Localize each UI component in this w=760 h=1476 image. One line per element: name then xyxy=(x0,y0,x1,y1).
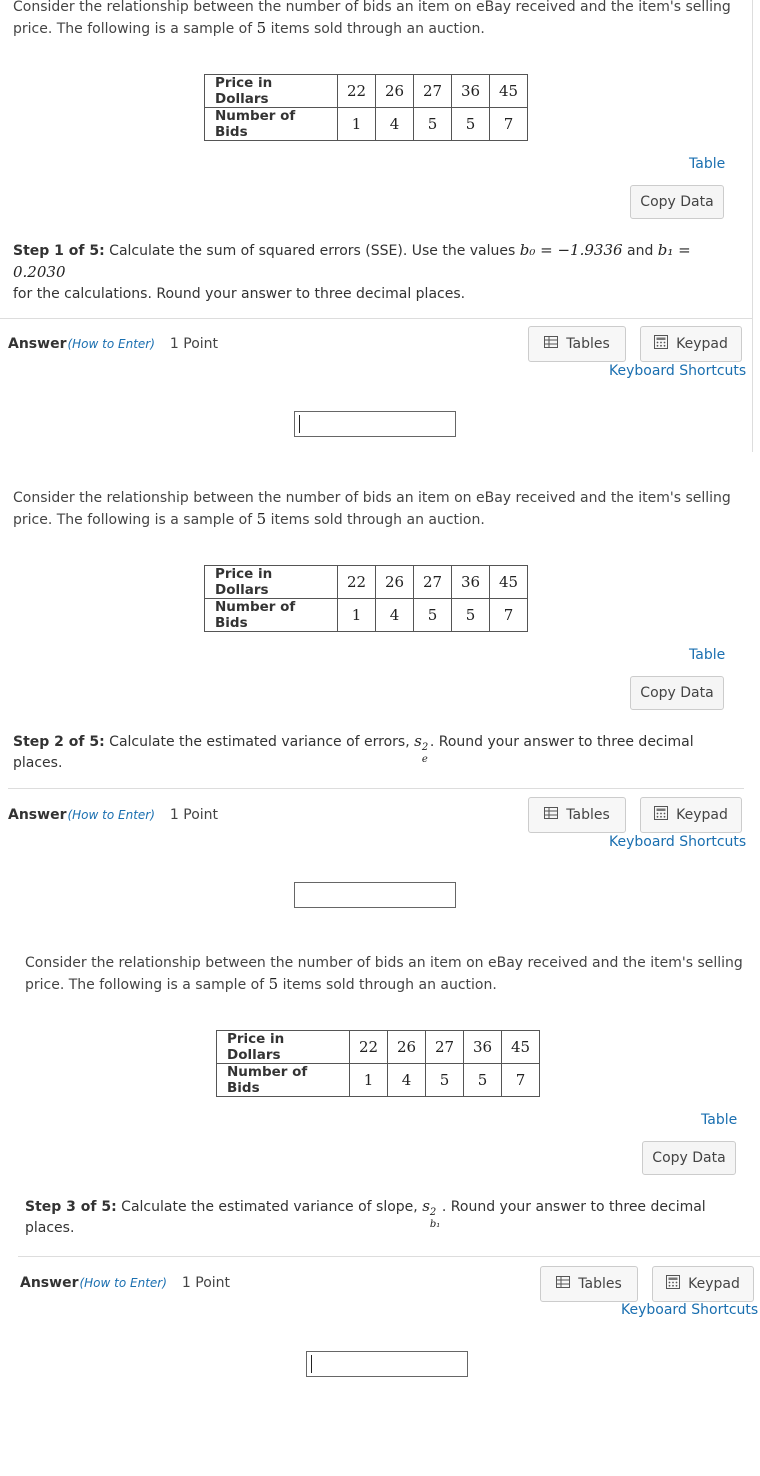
divider xyxy=(0,318,752,319)
step-3-prompt: Step 3 of 5: Calculate the estimated variance of slope, s 2 b₁ . Round your answer to three decimal places. xyxy=(25,1197,706,1236)
bids-cell: 7 xyxy=(490,599,528,632)
bids-cell: 5 xyxy=(452,108,490,141)
price-cell: 26 xyxy=(376,566,414,599)
price-cell: 36 xyxy=(452,566,490,599)
answer-header xyxy=(8,807,218,823)
answer-input[interactable] xyxy=(294,882,456,908)
tables-button[interactable] xyxy=(528,797,626,833)
keypad-label: Keypad xyxy=(676,336,728,352)
price-cell: 26 xyxy=(376,75,414,108)
price-cell: 45 xyxy=(490,566,528,599)
step-1-prompt: Step 1 of 5: Calculate the sum of squared errors (SSE). Use the values b₀ = −1.9336 and b₁ = 0.2030 for the calculations. Round your answer to three decimal places. xyxy=(13,241,691,302)
price-cell: 27 xyxy=(426,1031,464,1064)
price-cell: 45 xyxy=(502,1031,540,1064)
answer-label: Answer xyxy=(20,1275,79,1291)
table-icon xyxy=(556,1276,570,1292)
keypad-button[interactable] xyxy=(652,1266,754,1302)
tables-label: Tables xyxy=(566,336,610,352)
keypad-button[interactable] xyxy=(640,326,742,362)
table-link[interactable]: Table xyxy=(689,647,726,663)
keypad-label: Keypad xyxy=(676,807,728,823)
bids-cell: 4 xyxy=(376,108,414,141)
keyboard-shortcuts-link[interactable]: Keyboard Shortcuts xyxy=(621,1302,759,1318)
price-cell: 27 xyxy=(414,566,452,599)
points-label: 1 Point xyxy=(169,336,219,352)
problem-intro: Consider the relationship between the number of bids an item on eBay received and the item's selling price. The following is a sample of 5 items sold through an auction. xyxy=(25,955,743,993)
keypad-label: Keypad xyxy=(688,1276,740,1292)
text-caret xyxy=(311,1355,312,1373)
keypad-icon xyxy=(654,335,668,353)
bids-cell: 5 xyxy=(464,1064,502,1097)
bids-cell: 5 xyxy=(414,599,452,632)
table-link[interactable]: Table xyxy=(689,156,726,172)
bids-cell: 7 xyxy=(490,108,528,141)
tables-label: Tables xyxy=(566,807,610,823)
copy-data-button[interactable]: Copy Data xyxy=(642,1141,736,1175)
bids-cell: 1 xyxy=(338,108,376,141)
text-caret xyxy=(299,415,300,433)
table-link[interactable]: Table xyxy=(701,1112,738,1128)
points-label: 1 Point xyxy=(181,1275,231,1291)
how-to-enter-link[interactable]: (How to Enter) xyxy=(67,337,155,351)
price-cell: 27 xyxy=(414,75,452,108)
bids-cell: 5 xyxy=(414,108,452,141)
how-to-enter-link[interactable]: (How to Enter) xyxy=(67,808,155,822)
table-icon xyxy=(544,807,558,823)
row-label-price: Price in Dollars xyxy=(205,566,338,599)
keypad-icon xyxy=(654,806,668,824)
bids-cell: 1 xyxy=(350,1064,388,1097)
keypad-button[interactable] xyxy=(640,797,742,833)
bids-cell: 1 xyxy=(338,599,376,632)
price-cell: 22 xyxy=(338,75,376,108)
row-label-price: Price in Dollars xyxy=(205,75,338,108)
price-cell: 36 xyxy=(452,75,490,108)
tables-button[interactable] xyxy=(528,326,626,362)
divider xyxy=(8,788,744,789)
keyboard-shortcuts-link[interactable]: Keyboard Shortcuts xyxy=(609,834,747,850)
keypad-icon xyxy=(666,1275,680,1293)
answer-header xyxy=(8,336,218,352)
copy-data-button[interactable]: Copy Data xyxy=(630,185,724,219)
row-label-bids: Number of Bids xyxy=(205,599,338,632)
divider xyxy=(18,1256,760,1257)
answer-input[interactable] xyxy=(306,1351,468,1377)
bids-cell: 4 xyxy=(376,599,414,632)
row-label-bids: Number of Bids xyxy=(217,1064,350,1097)
bids-cell: 5 xyxy=(452,599,490,632)
bids-cell: 5 xyxy=(426,1064,464,1097)
data-table xyxy=(204,74,528,141)
row-label-price: Price in Dollars xyxy=(217,1031,350,1064)
bids-cell: 7 xyxy=(502,1064,540,1097)
price-cell: 22 xyxy=(350,1031,388,1064)
data-table xyxy=(204,565,528,632)
answer-label: Answer xyxy=(8,336,67,352)
tables-button[interactable] xyxy=(540,1266,638,1302)
bids-cell: 4 xyxy=(388,1064,426,1097)
price-cell: 45 xyxy=(490,75,528,108)
keyboard-shortcuts-link[interactable]: Keyboard Shortcuts xyxy=(609,363,747,379)
copy-data-button[interactable]: Copy Data xyxy=(630,676,724,710)
answer-input[interactable] xyxy=(294,411,456,437)
problem-intro: Consider the relationship between the number of bids an item on eBay received and the item's selling price. The following is a sample of 5 items sold through an auction. xyxy=(13,490,731,528)
how-to-enter-link[interactable]: (How to Enter) xyxy=(79,1276,167,1290)
problem-intro: Consider the relationship between the number of bids an item on eBay received and the item's selling price. The following is a sample of 5 items sold through an auction. xyxy=(13,0,731,37)
table-icon xyxy=(544,336,558,352)
row-label-bids: Number of Bids xyxy=(205,108,338,141)
price-cell: 22 xyxy=(338,566,376,599)
price-cell: 36 xyxy=(464,1031,502,1064)
data-table xyxy=(216,1030,540,1097)
points-label: 1 Point xyxy=(169,807,219,823)
price-cell: 26 xyxy=(388,1031,426,1064)
tables-label: Tables xyxy=(578,1276,622,1292)
answer-label: Answer xyxy=(8,807,67,823)
step-2-prompt: Step 2 of 5: Calculate the estimated variance of errors, s 2 e . Round your answer to three decimal places. xyxy=(13,732,694,771)
panel-border xyxy=(752,0,753,452)
answer-header xyxy=(20,1275,230,1291)
